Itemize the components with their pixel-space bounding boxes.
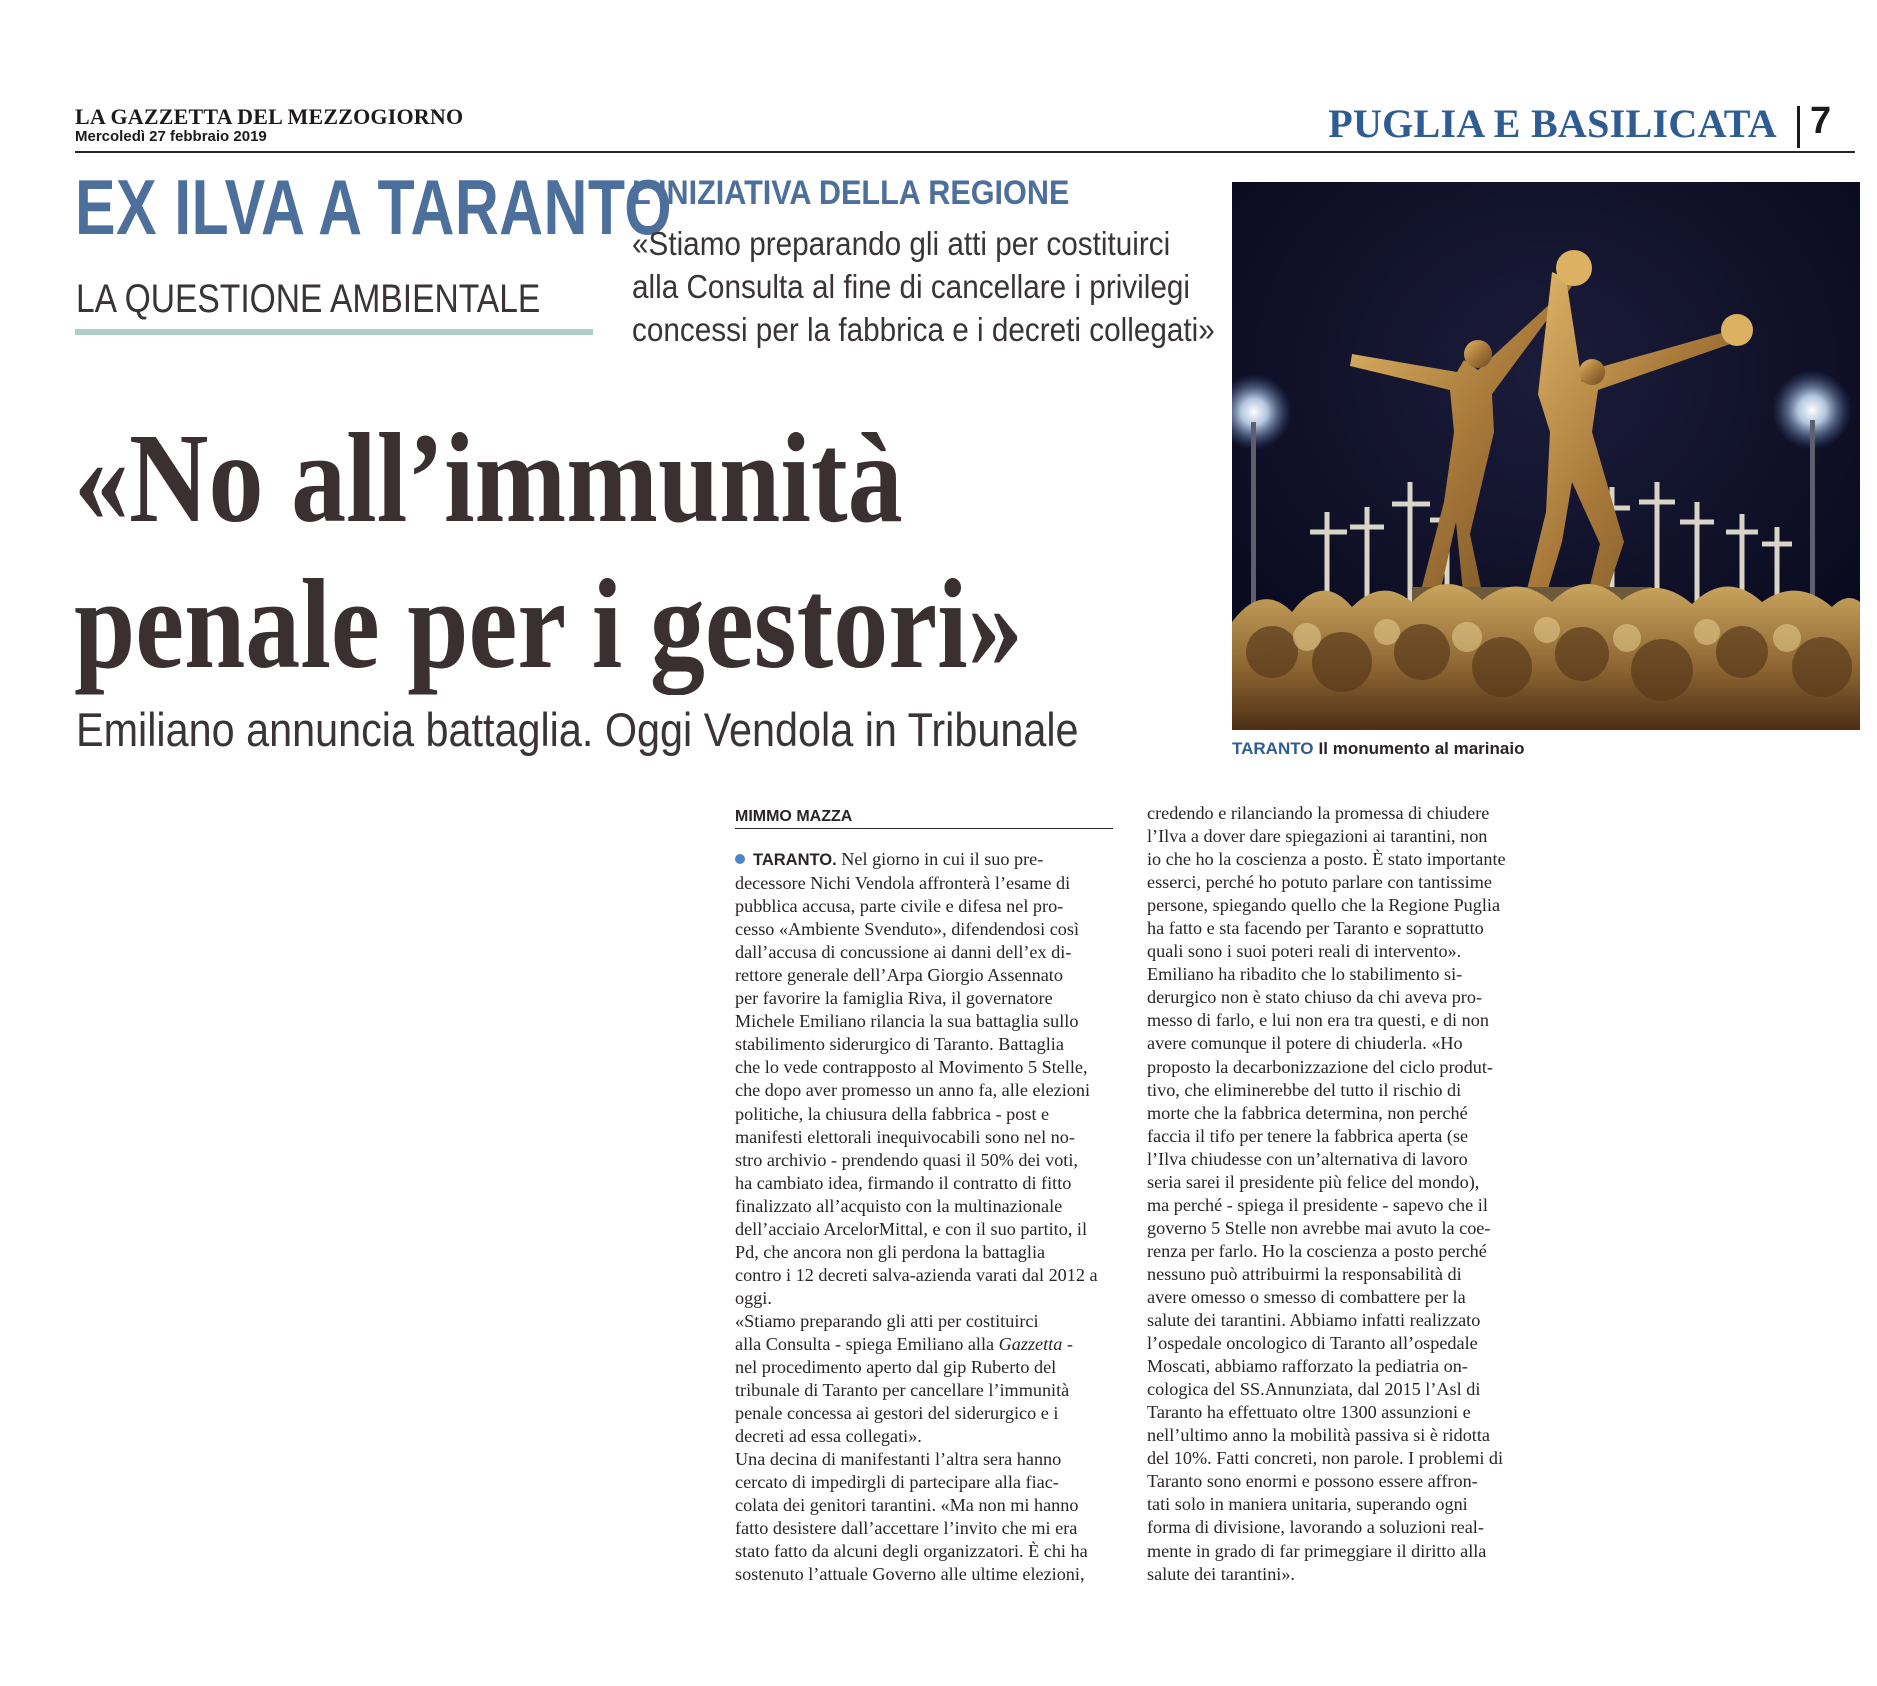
article-line: credendo e rilanciando la promessa di chiudere xyxy=(1147,803,1490,823)
article-line: cesso «Ambiente Svenduto», difendendosi così xyxy=(735,919,1079,940)
article-line: nel procedimento aperto dal gip Ruberto del xyxy=(735,1357,1057,1378)
article-line: ha fatto e sta facendo per Taranto e soprattutto xyxy=(1147,918,1484,939)
header-rule xyxy=(75,151,1855,153)
article-line: finalizzato all’acquisto con la multinazionale xyxy=(735,1195,1063,1216)
quote-line: concessi per la fabbrica e i decreti collegati» xyxy=(632,311,1215,348)
article-line: per favorire la famiglia Riva, il governatore xyxy=(735,988,1053,1009)
dateline: TARANTO. xyxy=(753,851,837,869)
article-line: Emiliano ha ribadito che lo stabilimento si- xyxy=(1147,964,1463,985)
headline-deck: Emiliano annuncia battaglia. Oggi Vendola in Tribunale xyxy=(76,703,1079,756)
kicker-subtitle: LA QUESTIONE AMBIENTALE xyxy=(76,277,541,321)
article-line: l’ospedale oncologico di Taranto all’ospedale xyxy=(1147,1333,1478,1354)
article-line: salute dei tarantini. Abbiamo infatti realizzato xyxy=(1147,1310,1481,1331)
article-line: «Stiamo preparando gli atti per costituirci xyxy=(735,1310,1039,1331)
article-line: forma di divisione, lavorando a soluzioni real- xyxy=(1147,1517,1484,1538)
article-line: tati solo in maniera unitaria, superando ogni xyxy=(1147,1494,1468,1515)
article-line: TARANTO. Nel giorno in cui il suo pre- xyxy=(735,848,1115,872)
kicker-underline xyxy=(75,329,593,335)
article-line: oggi. xyxy=(735,1287,772,1308)
article-column-2 xyxy=(1147,802,1527,1586)
article-line: l’Ilva chiudesse con un’alternativa di lavoro xyxy=(1147,1148,1468,1169)
article-line: mente in grado di far primeggiare il diritto alla xyxy=(1147,1540,1487,1561)
article-line: Taranto sono enormi e possono essere affron- xyxy=(1147,1471,1478,1492)
article-column-1 xyxy=(735,848,1115,1587)
headline-line: «No all’immunità xyxy=(74,407,903,549)
article-line: stabilimento siderurgico di Taranto. Battaglia xyxy=(735,1034,1064,1055)
article-line: avere comunque il potere di chiuderla. «Ho xyxy=(1147,1033,1463,1054)
article-line: quali sono i suoi poteri reali di intervento». xyxy=(1147,941,1462,962)
article-line: Michele Emiliano rilancia la sua battaglia sullo xyxy=(735,1011,1079,1032)
article-line: cologica del SS.Annunziata, dal 2015 l’Asl di xyxy=(1147,1379,1481,1400)
article-line: alla Consulta - spiega Emiliano alla Gazzetta - xyxy=(735,1333,1073,1354)
article-line: Una decina di manifestanti l’altra sera hanno xyxy=(735,1449,1062,1470)
article-line: penale concessa ai gestori del siderurgico e i xyxy=(735,1403,1059,1424)
article-line: ma perché - spiega il presidente - sapevo che il xyxy=(1147,1194,1488,1215)
article-line: nessuno può attribuirmi la responsabilità di xyxy=(1147,1263,1462,1284)
page-number: 7 xyxy=(1810,100,1832,142)
article-line: stro archivio - prendendo quasi il 50% dei voti, xyxy=(735,1149,1078,1170)
article-line: dall’accusa di concussione ai danni dell’ex di- xyxy=(735,942,1072,963)
caption-place: TARANTO xyxy=(1232,739,1314,758)
article-line: manifesti elettorali inequivocabili sono nel no- xyxy=(735,1126,1075,1147)
monument-photo xyxy=(1232,182,1860,730)
article-line: cercato di impedirgli di partecipare alla fiac- xyxy=(735,1472,1059,1493)
article-line: renza per farlo. Ho la coscienza a posto perché xyxy=(1147,1240,1487,1261)
kicker-title: EX ILVA A TARANTO xyxy=(75,163,673,251)
article-line: del 10%. Fatti concreti, non parole. I problemi di xyxy=(1147,1448,1504,1469)
article-line: tivo, che eliminerebbe del tutto il rischio di xyxy=(1147,1079,1462,1100)
page-number-divider xyxy=(1797,106,1800,148)
publication-date: Mercoledì 27 febbraio 2019 xyxy=(75,128,267,145)
article-line: pubblica accusa, parte civile e difesa nel pro- xyxy=(735,896,1064,917)
article-line: tribunale di Taranto per cancellare l’immunità xyxy=(735,1380,1070,1401)
article-line: colata dei genitori tarantini. «Ma non mi hanno xyxy=(735,1495,1079,1516)
quote-line: alla Consulta al fine di cancellare i privilegi xyxy=(632,268,1190,305)
bullet-icon xyxy=(735,854,745,864)
article-line: io che ho la coscienza a posto. È stato importante xyxy=(1147,849,1506,870)
monument-photo-illustration xyxy=(1232,182,1860,730)
byline: MIMMO MAZZA xyxy=(735,808,853,825)
article-line: fatto desistere dall’accettare l’invito che mi era xyxy=(735,1518,1078,1539)
article-line: Moscati, abbiamo rafforzato la pediatria on- xyxy=(1147,1356,1468,1377)
article-line: messo di farlo, e lui non era tra questi, e di non xyxy=(1147,1010,1489,1031)
article-line: nell’ultimo anno la mobilità passiva si è ridotta xyxy=(1147,1425,1490,1446)
article-line: decessore Nichi Vendola affronterà l’esame di xyxy=(735,873,1071,894)
quote-line: «Stiamo preparando gli atti per costituirci xyxy=(632,225,1171,262)
article-line: seria sarei il presidente più felice del mondo), xyxy=(1147,1171,1480,1192)
article-line: morte che la fabbrica determina, non perché xyxy=(1147,1102,1468,1123)
newspaper-name: LA GAZZETTA DEL MEZZOGIORNO xyxy=(75,104,464,129)
headline xyxy=(74,405,1023,697)
initiative-quote xyxy=(632,222,1215,351)
article-line: dell’acciaio ArcelorMittal, e con il suo partito, il xyxy=(735,1218,1088,1239)
article-line: avere omesso o smesso di combattere per la xyxy=(1147,1286,1466,1307)
article-line: che dopo aver promesso un anno fa, alle elezioni xyxy=(735,1080,1091,1101)
article-line: persone, spiegando quello che la Regione Puglia xyxy=(1147,895,1501,916)
article-line: Pd, che ancora non gli perdona la battaglia xyxy=(735,1241,1046,1262)
article-line: esserci, perché ho potuto parlare con tantissime xyxy=(1147,872,1492,893)
article-line: proposto la decarbonizzazione del ciclo produt- xyxy=(1147,1056,1493,1077)
article-line: ha cambiato idea, firmando il contratto di fitto xyxy=(735,1172,1072,1193)
byline-rule xyxy=(735,828,1113,829)
article-line: che lo vede contrapposto al Movimento 5 Stelle, xyxy=(735,1057,1088,1078)
article-line: Taranto ha effettuato oltre 1300 assunzioni e xyxy=(1147,1402,1471,1423)
article-line: sostenuto l’attuale Governo alle ultime elezioni, xyxy=(735,1564,1085,1585)
article-line: politiche, la chiusura della fabbrica - post e xyxy=(735,1103,1050,1124)
section-title: PUGLIA E BASILICATA xyxy=(1328,101,1777,146)
photo-caption xyxy=(1232,739,1524,759)
article-line: decreti ad essa collegati». xyxy=(735,1426,922,1447)
article-line: stato fatto da alcuni degli organizzatori. È chi ha xyxy=(735,1541,1088,1562)
article-line: rettore generale dell’Arpa Giorgio Assennato xyxy=(735,965,1063,986)
initiative-label: L'INIZIATIVA DELLA REGIONE xyxy=(632,174,1070,212)
article-line: contro i 12 decreti salva-azienda varati dal 2012 a xyxy=(735,1264,1098,1285)
article-line: derurgico non è stato chiuso da chi aveva pro- xyxy=(1147,987,1483,1008)
article-line: faccia il tifo per tenere la fabbrica aperta (se xyxy=(1147,1125,1469,1146)
article-line: salute dei tarantini». xyxy=(1147,1563,1295,1584)
caption-text: Il monumento al marinaio xyxy=(1318,739,1525,758)
article-line: governo 5 Stelle non avrebbe mai avuto la coe- xyxy=(1147,1217,1491,1238)
article-line: l’Ilva a dover dare spiegazioni ai tarantini, non xyxy=(1147,826,1488,847)
headline-line: penale per i gestori» xyxy=(74,553,1023,695)
